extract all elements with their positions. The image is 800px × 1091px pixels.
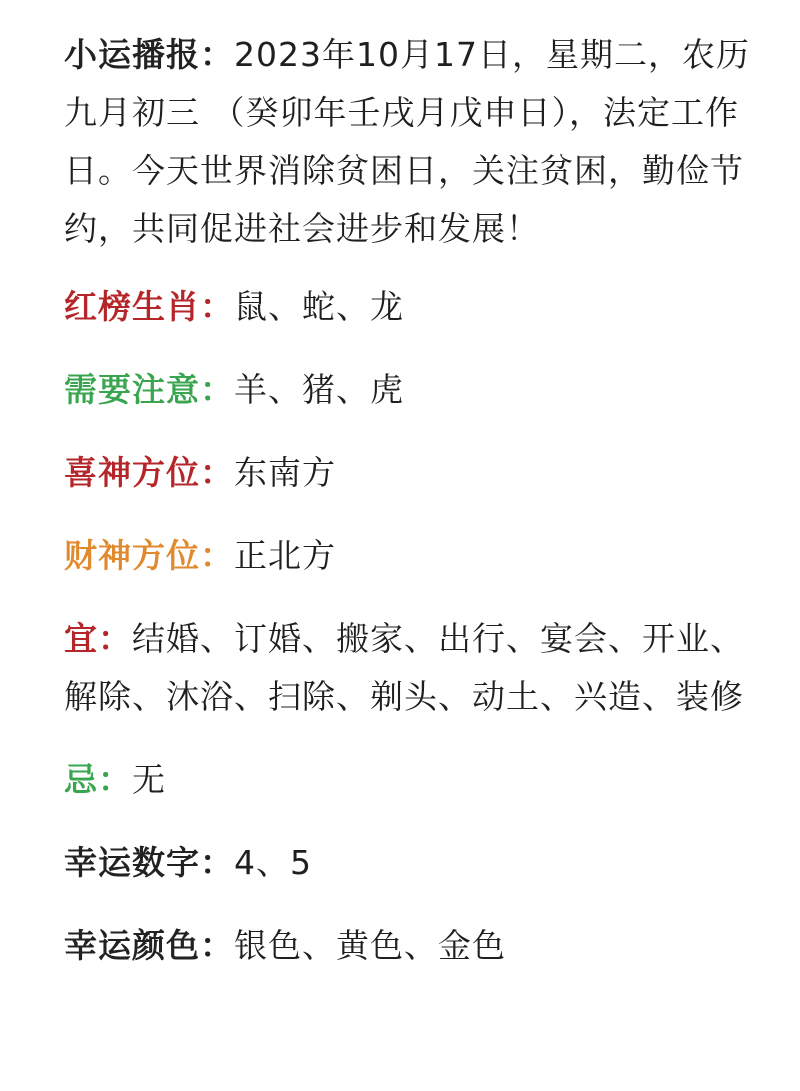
lucky-numbers-value: 4、5	[234, 843, 312, 882]
wealth-god-direction-label: 财神方位：	[64, 536, 234, 575]
intro-label: 小运播报：	[64, 35, 234, 74]
intro-text: 2023年10月17日，星期二，农历九月初三 （癸卯年壬戌月戊申日），法定工作日。今天世界消除贫困日，关注贫困，勤俭节约，共同促进社会进步和发展！	[64, 35, 750, 248]
intro-paragraph	[64, 26, 754, 258]
wealth-god-direction-value: 正北方	[234, 536, 336, 575]
lucky-numbers-row	[64, 834, 754, 892]
lucky-colors-row	[64, 917, 754, 975]
caution-zodiac-label: 需要注意：	[64, 370, 234, 409]
lucky-zodiac-row	[64, 278, 754, 336]
lucky-zodiac-label: 红榜生肖：	[64, 287, 234, 326]
avoid-activities-row	[64, 751, 754, 809]
suitable-activities-label: 宜：	[64, 619, 132, 658]
lucky-colors-value: 银色、黄色、金色	[234, 926, 506, 965]
suitable-activities-value: 结婚、订婚、搬家、出行、宴会、开业、解除、沐浴、扫除、剃头、动土、兴造、装修	[64, 619, 744, 716]
lucky-zodiac-value: 鼠、蛇、龙	[234, 287, 404, 326]
caution-zodiac-row	[64, 361, 754, 419]
joy-god-direction-label: 喜神方位：	[64, 453, 234, 492]
lucky-colors-label: 幸运颜色：	[64, 926, 234, 965]
joy-god-direction-value: 东南方	[234, 453, 336, 492]
wealth-god-direction-row	[64, 527, 754, 585]
joy-god-direction-row	[64, 444, 754, 502]
lucky-numbers-label: 幸运数字：	[64, 843, 234, 882]
avoid-activities-value: 无	[132, 760, 166, 799]
suitable-activities-row	[64, 610, 754, 726]
caution-zodiac-value: 羊、猪、虎	[234, 370, 404, 409]
avoid-activities-label: 忌：	[64, 760, 132, 799]
